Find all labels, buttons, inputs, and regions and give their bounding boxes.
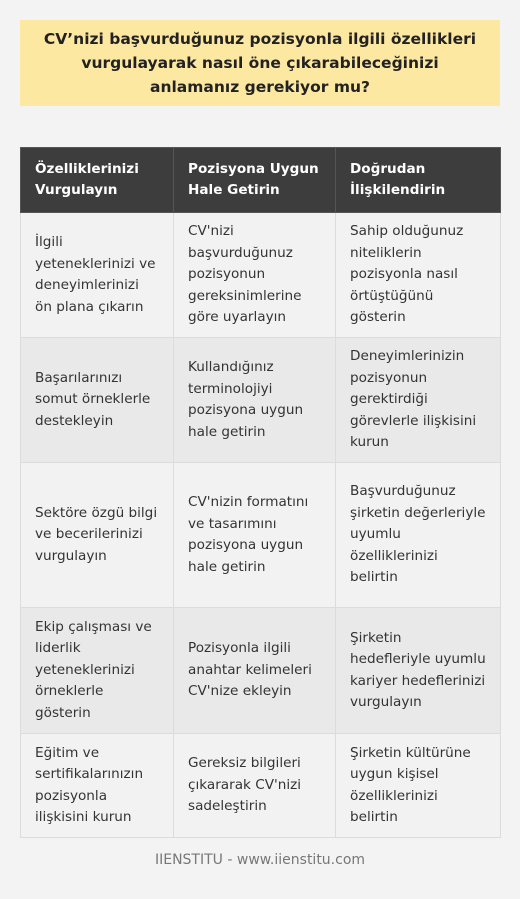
table-row [21, 463, 501, 608]
table-cell: Gereksiz bilgileri çıkararak CV'nizi sadeleştirin [174, 734, 336, 838]
table-cell: Şirketin kültürüne uygun kişisel özelliklerinizi belirtin [336, 734, 501, 838]
table-cell: Başarılarınızı somut örneklerle destekleyin [21, 338, 174, 463]
table-row [21, 338, 501, 463]
column-header: Doğrudan İlişkilendirin [336, 148, 501, 213]
table-cell: Şirketin hedefleriyle uyumlu kariyer hedeflerinizi vurgulayın [336, 608, 501, 734]
page-title: CV’nizi başvurduğunuz pozisyonla ilgili özellikleri vurgulayarak nasıl öne çıkarabileceğinizi anlamanız gerekiyor mu? [43, 30, 477, 96]
footer-credit: IIENSTITU - www.iienstitu.com [154, 852, 366, 868]
table-cell: CV'nizi başvurduğunuz pozisyonun gereksinimlerine göre uyarlayın [174, 213, 336, 338]
table-header-row [21, 148, 501, 213]
table-cell: Deneyimlerinizin pozisyonun gerektirdiği görevlerle ilişkisini kurun [336, 338, 501, 463]
table-cell: CV'nizin formatını ve tasarımını pozisyona uygun hale getirin [174, 463, 336, 608]
table-cell: Sektöre özgü bilgi ve becerilerinizi vurgulayın [21, 463, 174, 608]
table-row [21, 608, 501, 734]
table-cell: Pozisyonla ilgili anahtar kelimeleri CV'nize ekleyin [174, 608, 336, 734]
table-row [21, 734, 501, 838]
table-row [21, 213, 501, 338]
column-header: Özelliklerinizi Vurgulayın [21, 148, 174, 213]
table-cell: Eğitim ve sertifikalarınızın pozisyonla ilişkisini kurun [21, 734, 174, 838]
table-cell: İlgili yeteneklerinizi ve deneyimlerinizi ön plana çıkarın [21, 213, 174, 338]
column-header: Pozisyona Uygun Hale Getirin [174, 148, 336, 213]
table-cell: Ekip çalışması ve liderlik yeteneklerinizi örneklerle gösterin [21, 608, 174, 734]
comparison-table [20, 147, 501, 838]
table-cell: Kullandığınız terminolojiyi pozisyona uygun hale getirin [174, 338, 336, 463]
title-banner [20, 20, 500, 106]
table-cell: Başvurduğunuz şirketin değerleriyle uyumlu özelliklerinizi belirtin [336, 463, 501, 608]
table-cell: Sahip olduğunuz niteliklerin pozisyonla nasıl örtüştüğünü gösterin [336, 213, 501, 338]
